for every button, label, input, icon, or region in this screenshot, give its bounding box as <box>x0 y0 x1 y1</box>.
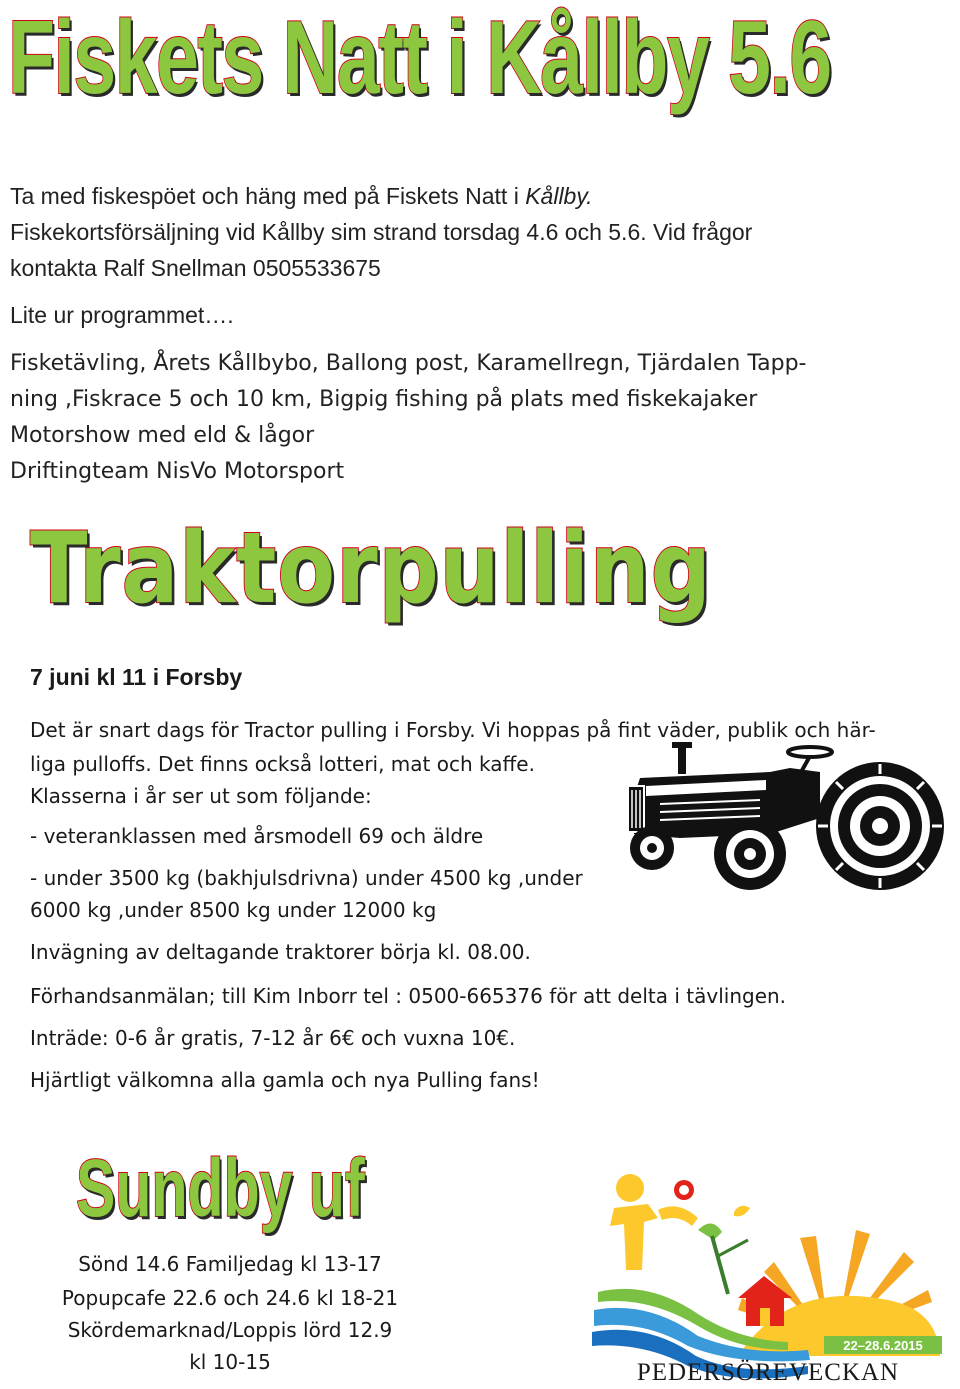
events-line: ning ,Fiskrace 5 och 10 km, Bigpig fishing på plats med fiskekajaker <box>10 387 758 412</box>
events-line: Fisketävling, Årets Kållbybo, Ballong post, Karamellregn, Tjärdalen Tapp- <box>10 351 807 376</box>
traktor-line: - veteranklassen med årsmodell 69 och äldre <box>30 824 484 848</box>
traktor-line: - under 3500 kg (bakhjulsdrivna) under 4500 kg ,under <box>30 866 583 890</box>
events-line: Motorshow med eld & lågor <box>10 423 315 448</box>
pedersoreveckan-logo <box>588 1160 948 1386</box>
sundby-line: kl 10-15 <box>189 1350 271 1374</box>
logo-dates: 22–28.6.2015 <box>843 1338 923 1353</box>
traktor-line: Inträde: 0-6 år gratis, 7-12 år 6€ och vuxna 10€. <box>30 1026 516 1050</box>
logo-name: PEDERSÖREVECKAN <box>636 1359 900 1386</box>
events-line: Driftingteam NisVo Motorsport <box>10 459 345 484</box>
sundby-heading: Sundby uf <box>76 1143 365 1234</box>
intro-place: Kållby. <box>525 183 593 209</box>
traktor-line: Förhandsanmälan; till Kim Inborr tel : 0500-665376 för att delta i tävlingen. <box>30 984 787 1008</box>
sundby-line: Sönd 14.6 Familjedag kl 13-17 <box>78 1252 382 1276</box>
traktorpulling-heading: Traktorpulling <box>30 512 712 626</box>
intro-line-1: Ta med fiskespöet och häng med på Fiskets Natt i <box>10 183 526 209</box>
traktor-line: Klasserna i år ser ut som följande: <box>30 784 372 808</box>
traktor-line: Hjärtligt välkomna alla gamla och nya Pulling fans! <box>30 1068 540 1092</box>
events-list <box>10 346 890 490</box>
tractor-illustration <box>620 738 960 894</box>
traktor-line: Det är snart dags för Tractor pulling i Forsby. Vi hoppas på fint väder, publik och här- <box>30 718 876 742</box>
traktor-line: Invägning av deltagande traktorer börja kl. 08.00. <box>30 940 531 964</box>
intro-line-3: kontakta Ralf Snellman 0505533675 <box>10 255 381 281</box>
sundby-line: Popupcafe 22.6 och 24.6 kl 18-21 <box>61 1286 399 1310</box>
intro-line-2: Fiskekortsförsäljning vid Kållby sim strand torsdag 4.6 och 5.6. Vid frågor <box>10 219 753 245</box>
intro-paragraph <box>10 178 910 286</box>
traktor-line: liga pulloffs. Det finns också lotteri, mat och kaffe. <box>30 752 535 776</box>
program-heading: Lite ur programmet…. <box>10 302 234 328</box>
sundby-line: Skördemarknad/Loppis lörd 12.9 <box>67 1318 393 1342</box>
main-headline: Fiskets Natt i Kållby 5.6 <box>8 0 831 116</box>
traktor-date: 7 juni kl 11 i Forsby <box>30 664 243 690</box>
traktor-line: 6000 kg ,under 8500 kg under 12000 kg <box>30 898 437 922</box>
